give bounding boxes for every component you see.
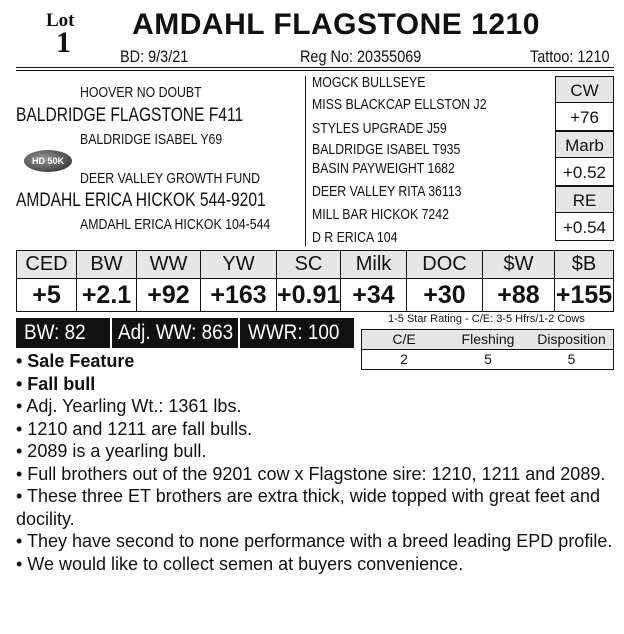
lot-number: 1: [56, 26, 71, 59]
hd50k-logo: HD 50K: [24, 150, 72, 172]
lot-label: Lot: [46, 10, 75, 31]
birth-weight: BW: 82: [24, 321, 86, 344]
list-item: • Fall bull: [16, 373, 96, 394]
epd-label: DOC: [407, 251, 482, 279]
pedigree-dam-dam: AMDAHL ERICA HICKOK 104-544: [80, 216, 271, 233]
epd-label: Milk: [341, 251, 406, 279]
pedigree-sire-sire: HOOVER NO DOUBT: [80, 84, 202, 101]
cw-label: CW: [555, 76, 614, 103]
epd-label: $W: [483, 251, 554, 279]
marb-value: +0.52: [555, 157, 614, 186]
weights-bar: [16, 318, 354, 348]
epd-label: $B: [555, 251, 613, 279]
epd-milk: [340, 251, 406, 311]
re-label: RE: [555, 186, 614, 213]
epd-value: +155: [555, 281, 613, 309]
divider: [238, 318, 240, 348]
star-value: 5: [567, 351, 576, 367]
pedigree-ancestor: MILL BAR HICKOK 7242: [312, 206, 449, 223]
pedigree-ancestor: BASIN PAYWEIGHT 1682: [312, 160, 455, 177]
re-value: +0.54: [555, 212, 614, 241]
epd-doc: [406, 251, 482, 311]
epd-ced: [17, 251, 76, 311]
pedigree-sire-dam: BALDRIDGE ISABEL Y69: [80, 131, 223, 148]
adjusted-weaning-weight: Adj. WW: 863: [118, 321, 234, 344]
list-item: • 2089 is a yearling bull.: [16, 441, 207, 461]
divider: [110, 318, 112, 348]
epd-ww: [136, 251, 200, 311]
epd-value: +92: [147, 281, 190, 309]
epd-label: SC: [277, 251, 340, 279]
epd-value: +5: [32, 281, 61, 309]
list-item: • These three ET brothers are extra thick, wide topped with great feet and docility.: [16, 486, 600, 529]
star-value: 2: [400, 351, 408, 367]
pedigree-dam: AMDAHL ERICA HICKOK 544-9201: [16, 190, 266, 211]
pedigree-ancestor: STYLES UPGRADE J59: [312, 120, 447, 137]
epd-bw: [76, 251, 136, 311]
epd-label: WW: [137, 251, 200, 279]
pedigree-dam-sire: DEER VALLEY GROWTH FUND: [80, 170, 260, 187]
epd-label: CED: [17, 251, 76, 279]
star-header: Fleshing: [446, 330, 530, 350]
marb-label: Marb: [555, 131, 614, 158]
star-rating-note: 1-5 Star Rating - C/E: 3-5 Hfrs/1-2 Cows: [388, 313, 585, 325]
cw-value: +76: [555, 102, 614, 131]
pedigree-divider: [305, 76, 306, 246]
header-rule: [16, 67, 614, 68]
epd-label: BW: [77, 251, 136, 279]
list-item: • We would like to collect semen at buyers convenience.: [16, 553, 464, 574]
pedigree-ancestor: D R ERICA 104: [312, 229, 398, 246]
tattoo: Tattoo: 1210: [530, 47, 610, 66]
pedigree-ancestor: BALDRIDGE ISABEL T935: [312, 141, 461, 158]
epd-value: +163: [210, 281, 267, 309]
epd-value: +2.1: [81, 281, 132, 309]
notes-list: [16, 350, 616, 575]
pedigree-ancestor: MISS BLACKCAP ELLSTON J2: [312, 96, 487, 113]
header-rule: [16, 70, 614, 71]
epd-yw: [200, 251, 276, 311]
list-item: • They have second to none performance with a breed leading EPD profile.: [16, 531, 613, 551]
epd-value: +88: [497, 281, 540, 309]
birth-date: BD: 9/3/21: [120, 47, 189, 66]
star-header: Disposition: [530, 330, 613, 350]
epd-label: YW: [201, 251, 276, 279]
list-item: • Full brothers out of the 9201 cow x Flagstone sire: 1210, 1211 and 2089.: [16, 463, 606, 484]
epd-table: [16, 250, 614, 312]
list-item: • 1210 and 1211 are fall bulls.: [16, 418, 253, 439]
star-value: 5: [484, 351, 492, 367]
epd-value: +30: [423, 281, 466, 309]
pedigree-sire: BALDRIDGE FLAGSTONE F411: [16, 105, 244, 126]
epd-value: +34: [352, 281, 395, 309]
weaning-weight-ratio: WWR: 100: [248, 321, 340, 344]
epd-value: +0.91: [277, 281, 341, 309]
list-item: • Sale Feature: [16, 351, 135, 371]
epd-w: [482, 251, 554, 311]
pedigree-ancestor: MOGCK BULLSEYE: [312, 74, 426, 91]
epd-sc: [276, 251, 340, 311]
animal-title: AMDAHL FLAGSTONE 1210: [132, 8, 540, 41]
star-header: C/E: [362, 330, 446, 350]
epd-b: [554, 251, 613, 311]
registration-number: Reg No: 20355069: [300, 47, 422, 66]
pedigree-ancestor: DEER VALLEY RITA 36113: [312, 183, 462, 200]
list-item: • Adj. Yearling Wt.: 1361 lbs.: [16, 396, 242, 416]
